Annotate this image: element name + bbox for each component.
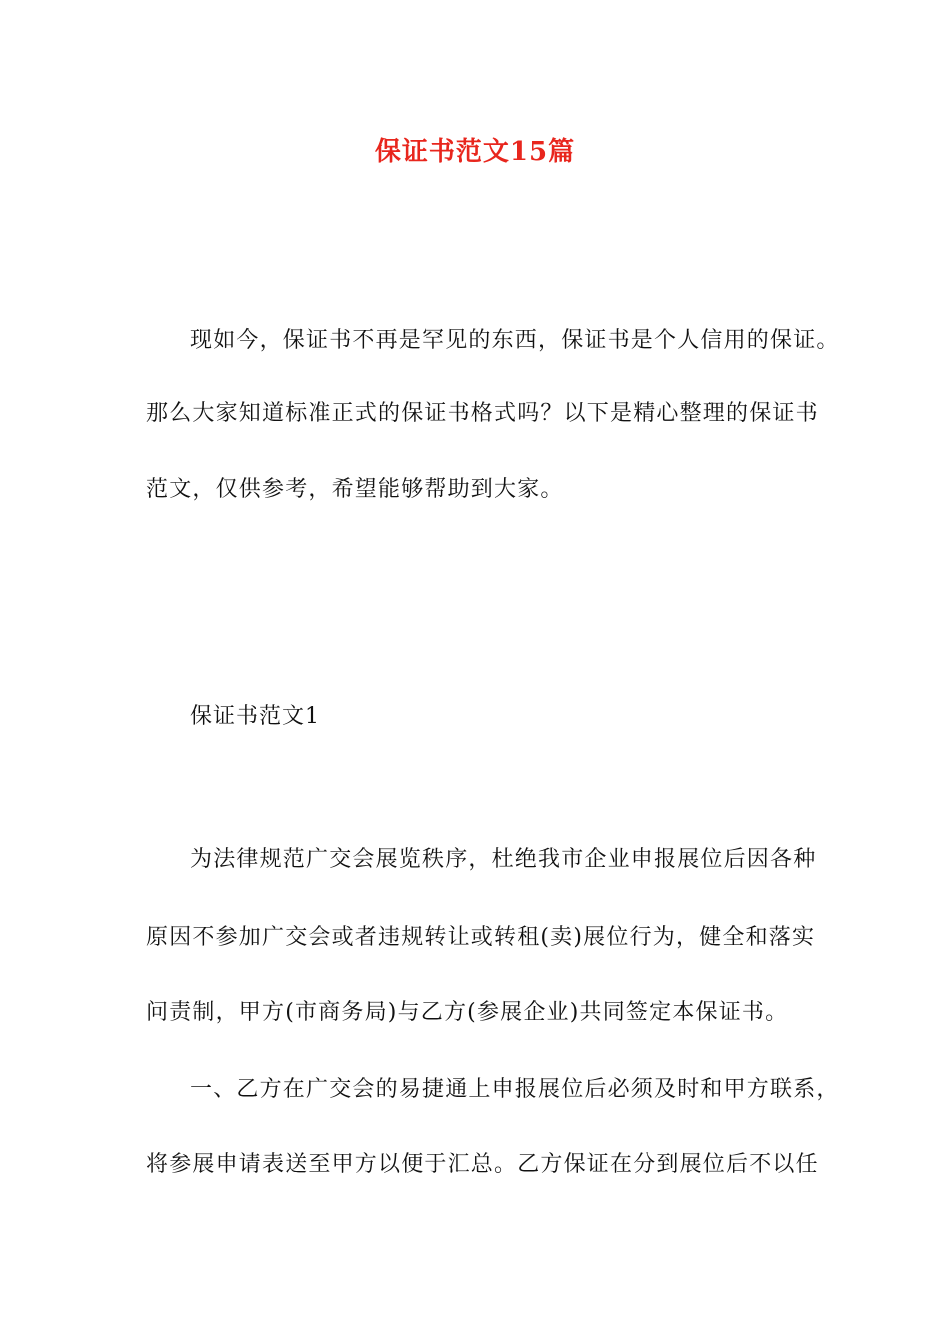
section-1-line-5: 将参展申请表送至甲方以便于汇总。乙方保证在分到展位后不以任 xyxy=(146,1152,819,1177)
intro-line-3: 范文，仅供参考，希望能够帮助到大家。 xyxy=(146,477,564,502)
intro-line-2: 那么大家知道标准正式的保证书格式吗？以下是精心整理的保证书 xyxy=(146,401,819,426)
intro-line-1: 现如今，保证书不再是罕见的东西，保证书是个人信用的保证。 xyxy=(190,328,840,353)
section-1-line-4: 一、乙方在广交会的易捷通上申报展位后必须及时和甲方联系， xyxy=(190,1077,840,1102)
section-1-line-1: 为法律规范广交会展览秩序，杜绝我市企业申报展位后因各种 xyxy=(190,847,817,872)
section-heading-1: 保证书范文1 xyxy=(190,704,320,729)
document-title: 保证书范文15篇 xyxy=(374,137,576,167)
section-1-line-2: 原因不参加广交会或者违规转让或转租(卖)展位行为，健全和落实 xyxy=(146,925,816,950)
section-1-line-3: 问责制，甲方(市商务局)与乙方(参展企业)共同签定本保证书。 xyxy=(146,1000,789,1025)
